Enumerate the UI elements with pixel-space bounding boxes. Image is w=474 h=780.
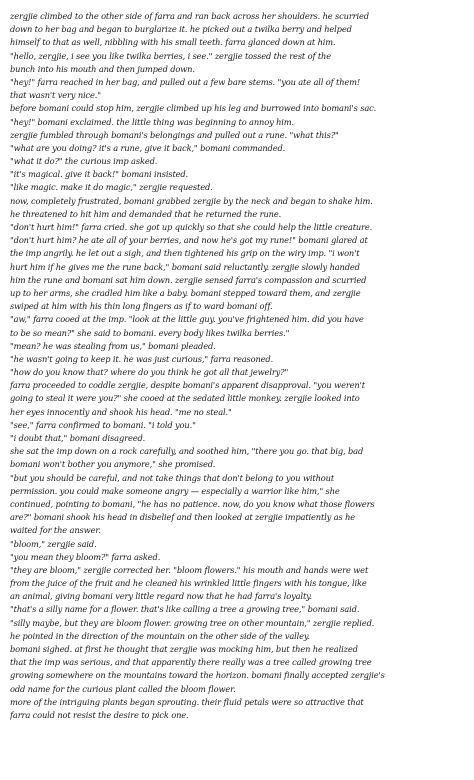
text-line: that wasn't very nice.": [10, 90, 101, 101]
story-page: [10, 10, 466, 774]
text-line: he threatened to hit him and demanded that he returned the rune.: [10, 208, 282, 219]
text-line: "like magic. make it do magic," zergjie requested.: [10, 182, 213, 193]
text-line: "how do you know that? where do you think he got all that jewelry?": [10, 367, 289, 378]
text-line: the imp angrily. he let out a sigh, and then tightened his grip on the wiry imp. "i won't: [10, 248, 360, 259]
text-line: down to her bag and began to burglarize it. he picked out a twilka berry and helped: [10, 24, 352, 35]
text-line: farra could not resist the desire to pick one.: [10, 709, 189, 720]
text-line: him the rune and bomani sat him down. zergjie sensed farra's compassion and scurried: [10, 274, 367, 285]
text-line: "don't hurt him? he ate all of your berries, and now he's got my rune!" bomani glared at: [10, 235, 368, 246]
text-line: "aw," farra cooed at the imp. "look at the little guy. you've frightened him. did you have: [10, 314, 364, 325]
text-line: himself to that as well, nibbling with his small teeth. farra glanced down at him.: [10, 37, 336, 48]
text-line: "what it do?" the curious imp asked.: [10, 156, 158, 167]
text-line: are?" bomani shook his head in disbelief and then looked at zergjie impatiently as he: [10, 512, 356, 523]
text-line: bomani won't bother you anymore," she promised.: [10, 459, 216, 470]
text-line: farra proceeded to coddle zergjie, despite bomani's apparent disapproval. "you weren't: [10, 380, 365, 391]
text-line: continued, pointing to bomani, "he has no patience. now, do you know what those flowers: [10, 498, 375, 509]
text-line: "it's magical. give it back!" bomani insisted.: [10, 169, 189, 180]
text-line: odd name for the curious plant called the bloom flower.: [10, 683, 236, 694]
text-line: he pointed in the direction of the mountain on the other side of the valley.: [10, 630, 310, 641]
text-line: "i doubt that," bomani disagreed.: [10, 433, 146, 443]
text-line: more of the intriguing plants began sprouting. their fluid petals were so attractive that: [10, 696, 364, 707]
text-line: "hey!" bomani exclaimed. the little thing was beginning to annoy him.: [10, 116, 295, 127]
text-line: waited for the answer.: [10, 525, 101, 536]
text-line: hurt him if he gives me the rune back," bomani said reluctantly. zergjie slowly handed: [10, 261, 360, 272]
text-line: "he wasn't going to keep it. he was just curious," farra reasoned.: [10, 353, 274, 364]
text-line: an animal, giving bomani very little regard now that he had farra's loyalty.: [10, 591, 313, 602]
text-line: swiped at him with his thin long fingers as if to ward bomani off.: [10, 301, 273, 312]
text-line: growing somewhere on the mountains toward the horizon. bomani finally accepted zergjie's: [10, 670, 385, 681]
text-line: "don't hurt him!" farra cried. she got up quickly so that she could help the little creature.: [10, 222, 373, 232]
text-line: to be so mean?" she said to bomani. every body likes twilka berries.": [10, 327, 290, 338]
text-line: permission. you could make someone angry — especially a warrior like him," she: [10, 485, 340, 496]
text-line: "you mean they bloom?" farra asked.: [10, 551, 161, 562]
text-line: "they are bloom," zergjie corrected her. "bloom flowers." his mouth and hands were wet: [10, 564, 369, 575]
text-line: "hey!" farra reached in her bag, and pulled out a few bare stems. "you ate all of them!: [10, 76, 361, 87]
text-line: zergjie climbed to the other side of farra and ran back across her shoulders. he scurried: [10, 11, 369, 21]
text-line: going to steal it were you?" she cooed at the sedated little monkey. zergjie looked into: [10, 393, 360, 404]
text-line: her eyes innocently and shook his head. "me no steal.": [10, 406, 232, 417]
text-line: from the juice of the fruit and he cleaned his wrinkled little fingers with his tongue, like: [10, 578, 367, 589]
text-line: "bloom," zergjie said.: [10, 538, 97, 549]
text-line: zergjie fumbled through bomani's belongings and pulled out a rune. "what this?": [10, 129, 339, 140]
text-line: she sat the imp down on a rock carefully, and soothed him, "there you go. that big, bad: [10, 446, 364, 457]
text-line: "but you should be careful, and not take things that don't belong to you without: [10, 472, 335, 483]
text-line: "that's a silly name for a flower. that's like calling a tree a growing tree," bomani said.: [10, 604, 360, 615]
text-line: up to her arms, she cradled him like a baby. bomani stepped toward them, and zergjie: [10, 287, 361, 298]
text-line: "mean? he was stealing from us," bomani pleaded.: [10, 340, 216, 351]
text-line: that the imp was serious, and that apparently there really was a tree called growing tree: [10, 657, 372, 668]
text-line: bunch into his mouth and then jumped down.: [10, 63, 195, 74]
text-line: now, completely frustrated, bomani grabbed zergjie by the neck and began to shake him.: [10, 195, 373, 206]
text-line: "hello, zergjie, i see you like twilka berries, i see." zergjie tossed the rest of the: [10, 50, 331, 61]
text-line: bomani sighed. at first he thought that zergjie was mocking him, but then he realized: [10, 644, 358, 654]
text-line: "silly maybe, but they are bloom flower. growing tree on other mountain," zergjie replied.: [10, 617, 375, 628]
text-line: "what are you doing? it's a rune, give it back," bomani commanded.: [10, 142, 286, 153]
text-line: before bomani could stop him, zergjie climbed up his leg and burrowed into bomani's sac.: [10, 103, 377, 114]
text-line: "see," farra confirmed to bomani. "i told you.": [10, 419, 196, 430]
